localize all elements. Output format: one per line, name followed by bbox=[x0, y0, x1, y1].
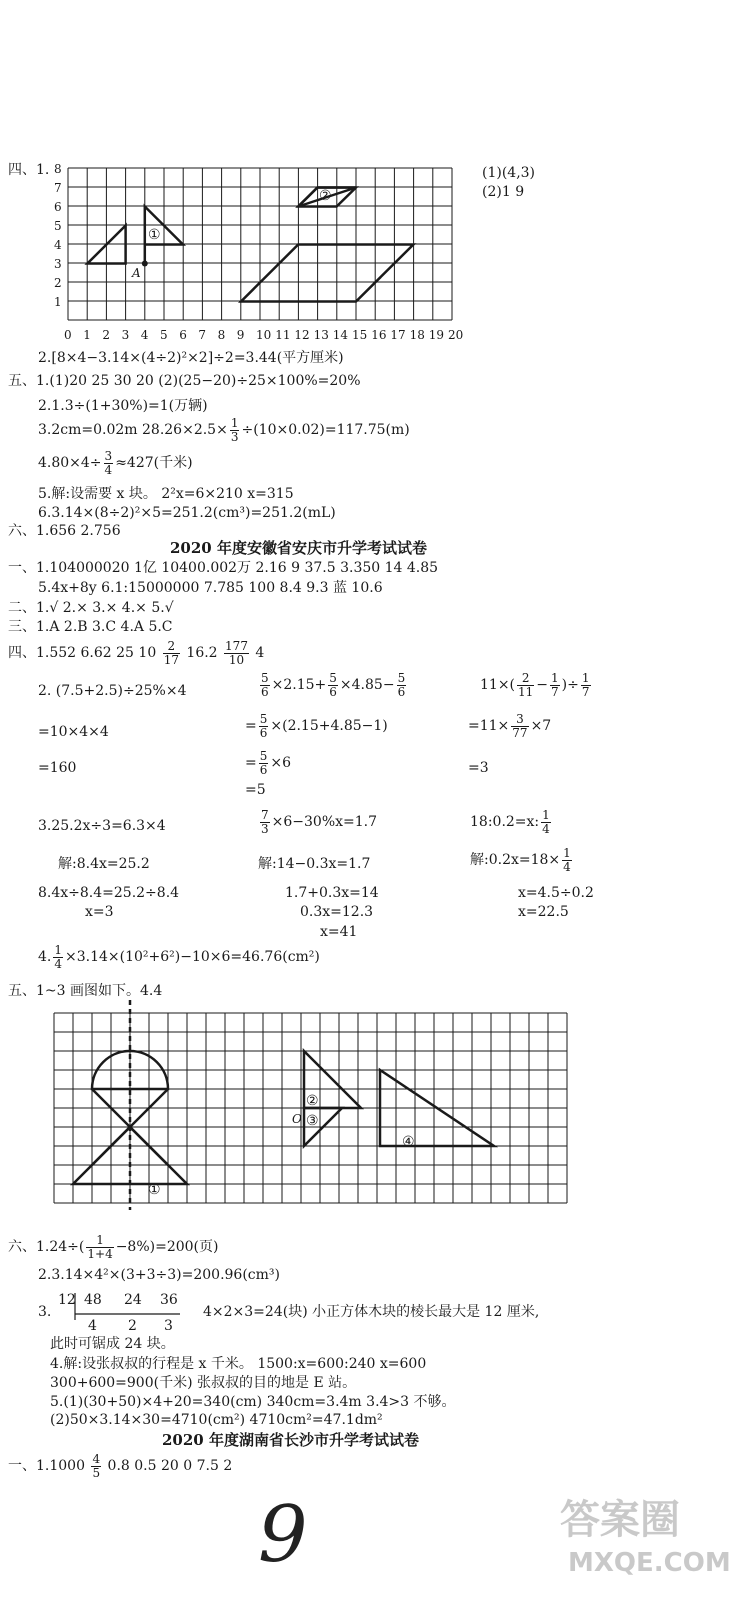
exam1-s6-line-3b: 此时可锯成 24 块。 bbox=[50, 1336, 175, 1352]
calc-3-line-1: 11×( $\frac{2}{11}$ − $\frac{1}{7}$ )÷ $\frac{1}{7}$ bbox=[480, 670, 590, 699]
grid1-x-tick: 4 bbox=[140, 328, 149, 342]
shape-2-label: ② bbox=[319, 188, 332, 204]
division-num-2: 24 bbox=[124, 1292, 142, 1308]
s6-line-1: 六、1.656 2.756 bbox=[8, 523, 121, 539]
page-number: 9 bbox=[258, 1490, 308, 1580]
grid1-x-tick: 12 bbox=[294, 328, 310, 342]
exam1-area-line: 4. $\frac{1}{4}$ ×3.14×(10²+6²)−10×6=46.76(cm²) bbox=[38, 942, 320, 971]
point-a bbox=[142, 261, 148, 267]
s5-line-2: 2.1.3÷(1+30%)=1(万辆) bbox=[38, 398, 208, 414]
fraction-1-3: $\frac{1}{3}$ bbox=[230, 415, 239, 444]
exam2-title: 2020 年度湖南省长沙市升学考试试卷 bbox=[162, 1431, 419, 1449]
grid1-y-tick: 7 bbox=[54, 181, 62, 195]
grid1-x-tick: 9 bbox=[236, 328, 245, 342]
eq-1-line-4: x=3 bbox=[85, 904, 114, 920]
eq-3-line-3: x=4.5÷0.2 bbox=[518, 885, 594, 901]
eq-2-line-3: 1.7+0.3x=14 bbox=[285, 885, 379, 901]
grid1-x-tick: 3 bbox=[121, 328, 130, 342]
grid1-x-tick: 13 bbox=[313, 328, 329, 342]
grid1-y-tick: 5 bbox=[54, 219, 62, 233]
eq-3-line-2: 解:0.2x=18× $\frac{1}{4}$ bbox=[470, 845, 571, 874]
eq-2-line-5: x=41 bbox=[320, 924, 358, 940]
eq-3-line-4: x=22.5 bbox=[518, 904, 569, 920]
section-4-label: 四、1. bbox=[8, 162, 50, 178]
division-num-3: 36 bbox=[160, 1292, 178, 1308]
large-parallelogram bbox=[241, 245, 413, 302]
division-num-1: 48 bbox=[84, 1292, 102, 1308]
calc-1-line-3: =160 bbox=[38, 760, 77, 776]
grid1-x-tick: 6 bbox=[179, 328, 187, 342]
grid2-label-4: ④ bbox=[402, 1134, 415, 1150]
division-quot-2: 2 bbox=[128, 1318, 137, 1334]
grid2-label-2: ② bbox=[306, 1093, 319, 1109]
s5-line-3: 3.2cm=0.02m 28.26×2.5× $\frac{1}{3}$ ÷(10×0.02)=117.75(m) bbox=[38, 415, 410, 444]
grid1-y-tick: 6 bbox=[54, 200, 62, 214]
calc-2-line-4: =5 bbox=[245, 782, 266, 798]
calc-2-line-1: $\frac{5}{6}$ ×2.15+ $\frac{5}{6}$ ×4.85− $\frac{5}{6}$ bbox=[261, 670, 406, 699]
grid1-x-tick: 16 bbox=[371, 328, 387, 342]
grid1-x-tick: 11 bbox=[275, 328, 291, 342]
s4-answer-2: (2)1 9 bbox=[482, 184, 525, 200]
division-quot-3: 3 bbox=[164, 1318, 173, 1334]
grid1-x-tick: 7 bbox=[198, 328, 207, 342]
eq-2-line-4: 0.3x=12.3 bbox=[300, 904, 374, 920]
grid1-x-tick: 15 bbox=[352, 328, 368, 342]
s5-line-6: 6.3.14×(8÷2)²×5=251.2(cm³)=251.2(mL) bbox=[38, 505, 336, 521]
eq-1-line-1: 3.25.2x÷3=6.3×4 bbox=[38, 818, 166, 834]
grid1-x-tick: 5 bbox=[160, 328, 168, 342]
grid1-x-tick: 8 bbox=[217, 328, 226, 342]
exam1-s6-line-5b: (2)50×3.14×30=4710(cm²) 4710cm²=47.1dm² bbox=[50, 1412, 383, 1428]
exam1-s6-line-4a: 4.解:设张叔叔的行程是 x 千米。 1500:x=600:240 x=600 bbox=[50, 1356, 427, 1372]
calc-1-line-2: =10×4×4 bbox=[38, 724, 109, 740]
fraction-3-4: $\frac{3}{4}$ bbox=[104, 448, 113, 477]
grid1-y-tick: 3 bbox=[54, 257, 62, 271]
grid2-label-3: ③ bbox=[306, 1113, 319, 1129]
calc-3-line-2: =11× $\frac{3}{77}$ ×7 bbox=[468, 711, 552, 740]
eq-3-line-1: 18:0.2=x: $\frac{1}{4}$ bbox=[470, 807, 550, 836]
grid1-y-tick: 4 bbox=[54, 238, 62, 252]
exam1-s5-title: 五、1~3 画图如下。4.4 bbox=[8, 983, 163, 999]
grid1-x-tick: 14 bbox=[332, 328, 349, 342]
grid1-x-tick: 18 bbox=[409, 328, 425, 342]
exam1-s6-3-label: 3. bbox=[38, 1304, 52, 1320]
exam1-line-3: 二、1.√ 2.× 3.× 4.× 5.√ bbox=[8, 600, 174, 616]
exam1-line-4: 三、1.A 2.B 3.C 4.A 5.C bbox=[8, 619, 173, 635]
grid2-label-1: ① bbox=[148, 1182, 161, 1198]
watermark-url: MXQE.COM bbox=[568, 1548, 731, 1578]
calc-1-line-1: 2. (7.5+2.5)÷25%×4 bbox=[38, 683, 187, 699]
grid1-x-tick: 19 bbox=[428, 328, 445, 342]
grid1-x-tick: 0 bbox=[64, 328, 72, 342]
point-a-label: A bbox=[132, 266, 141, 280]
grid1-y-tick: 8 bbox=[54, 162, 62, 176]
exam2-line-1: 一、1.1000 $\frac{4}{5}$ 0.8 0.5 20 0 7.5 2 bbox=[8, 1451, 233, 1480]
calc-2-line-2: = $\frac{5}{6}$ ×(2.15+4.85−1) bbox=[245, 711, 388, 740]
grid1-x-tick: 1 bbox=[83, 328, 91, 342]
s5-line-1: 五、1.(1)20 25 30 20 (2)(25−20)÷25×100%=20% bbox=[8, 373, 361, 389]
grid1-x-tick: 10 bbox=[256, 328, 272, 342]
exam1-line-2: 5.4x+8y 6.1:15000000 7.785 100 8.4 9.3 蓝 10.6 bbox=[38, 580, 383, 596]
s4-line-2: 2.[8×4−3.14×(4÷2)²×2]÷2=3.44(平方厘米) bbox=[38, 350, 344, 366]
eq-1-line-3: 8.4x÷8.4=25.2÷8.4 bbox=[38, 885, 180, 901]
grid1-x-tick: 2 bbox=[102, 328, 111, 342]
eq-1-line-2: 解:8.4x=25.2 bbox=[58, 856, 150, 872]
s5-line-5: 5.解:设需要 x 块。 2²x=6×210 x=315 bbox=[38, 486, 294, 502]
exam1-s6-line-2: 2.3.14×4²×(3+3÷3)=200.96(cm³) bbox=[38, 1267, 280, 1283]
grid1-y-tick: 2 bbox=[54, 276, 62, 290]
calc-2-line-3: = $\frac{5}{6}$ ×6 bbox=[245, 748, 292, 777]
exam1-line-1: 一、1.104000020 1亿 10400.002万 2.16 9 37.5 3.350 14 4.85 bbox=[8, 560, 439, 576]
division-quot-1: 4 bbox=[88, 1318, 97, 1334]
s4-answer-1: (1)(4,3) bbox=[482, 165, 536, 181]
grid1-x-tick: 20 bbox=[448, 328, 464, 342]
exam1-s6-line-5a: 5.(1)(30+50)×4+20=340(cm) 340cm=3.4m 3.4>3 不够。 bbox=[50, 1394, 456, 1410]
exam1-s6-line-4b: 300+600=900(千米) 张叔叔的目的地是 E 站。 bbox=[50, 1375, 357, 1391]
division-divisor: 12 bbox=[58, 1292, 76, 1308]
shape-1-label: ① bbox=[148, 227, 161, 243]
point-o-label: O bbox=[292, 1112, 302, 1126]
grid1-y-tick: 1 bbox=[54, 295, 62, 309]
coordinate-grid-1 bbox=[40, 150, 510, 350]
grid1-y-ticks bbox=[54, 162, 62, 309]
exam1-title: 2020 年度安徽省安庆市升学考试试卷 bbox=[170, 539, 427, 557]
grid1-x-tick: 17 bbox=[390, 328, 406, 342]
watermark-logo: 答案圈 bbox=[560, 1497, 680, 1543]
exam1-line-5: 四、1.552 6.62 25 10 $\frac{2}{17}$ 16.2 $\frac{177}{10}$ 4 bbox=[8, 638, 265, 667]
exam1-s6-line-3a: 4×2×3=24(块) 小正方体木块的棱长最大是 12 厘米, bbox=[203, 1304, 540, 1320]
exam1-s6-line-1: 六、1.24÷( $\frac{1}{1+4}$ −8%)=200(页) bbox=[8, 1232, 219, 1261]
calc-3-line-3: =3 bbox=[468, 760, 489, 776]
s5-line-4: 4.80×4÷ $\frac{3}{4}$ ≈427(千米) bbox=[38, 448, 193, 477]
eq-2-line-2: 解:14−0.3x=1.7 bbox=[258, 856, 371, 872]
eq-2-line-1: $\frac{7}{3}$ ×6−30%x=1.7 bbox=[261, 807, 378, 836]
